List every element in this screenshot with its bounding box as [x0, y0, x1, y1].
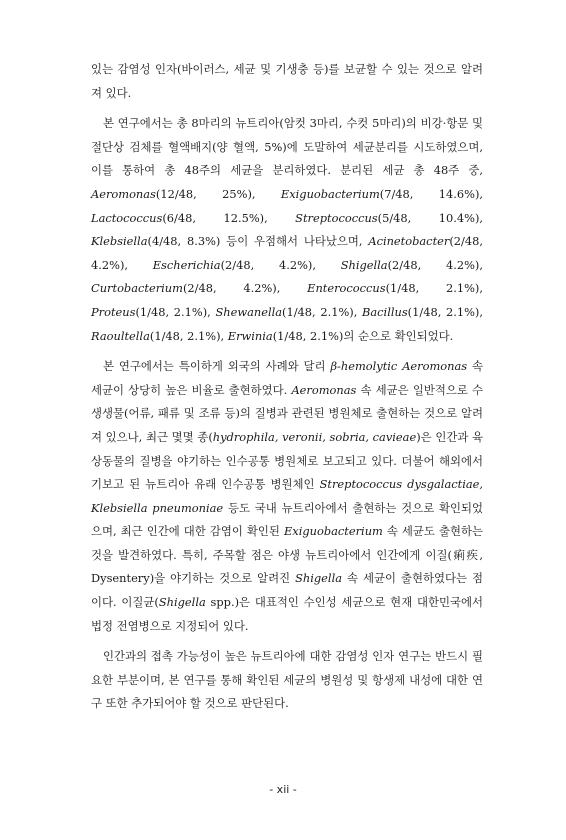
italic-term: Exiguobacterium — [283, 524, 383, 539]
text-run: spp.)은 대표적인 수인성 세균으로 현재 대한민국에서 법정 전염병으로 지정되어 있다. — [91, 595, 483, 633]
italic-term: Lactococcus — [91, 210, 163, 225]
text-run: 속 세균이 출현하였다는 점이다. 이질균( — [91, 571, 483, 610]
text-run: (1/48, 2.1%), — [282, 304, 363, 319]
text-run: 속 세균도 출현하는 것을 발견하였다. 특히, 주목할 점은 야생 뉴트리아에서 인간에게 이질(痢疾, Dysentery)을 야기하는 것으로 알려진 — [91, 524, 483, 586]
text-run: 속 세균은 일반적으로 수생생물(어류, 패류 및 조류 등)의 질병과 관련된 병원체로 출현하는 것으로 알려져 있으나, 최근 몇몇 종( — [91, 382, 483, 444]
paragraph-4 — [91, 645, 483, 716]
text-run: (1/48, 2.1%)의 순으로 확인되었다. — [272, 328, 454, 343]
italic-term: Acinetobacter — [368, 234, 450, 249]
italic-term: Aeromonas — [91, 186, 156, 201]
italic-term: Shigella — [295, 571, 343, 586]
italic-term: Exiguobacterium — [280, 186, 380, 201]
document-body — [91, 58, 483, 716]
italic-term: Streptococcus dysgalactiae, Klebsiella pneumoniae — [91, 477, 483, 515]
text-run: (2/48, 4.2%), — [182, 281, 308, 296]
paragraph-3 — [91, 355, 483, 638]
italic-term: Shigella — [158, 595, 206, 610]
italic-term: Proteus — [91, 304, 136, 319]
italic-term: Enterococcus — [307, 281, 386, 296]
italic-term: Curtobacterium — [91, 281, 183, 296]
text-run: (5/48, 10.4%), — [377, 210, 484, 225]
text-run: 등도 국내 뉴트리아에서 출현하는 것으로 확인되었으며, 최근 인간에 대한 감염이 확인된 — [91, 500, 483, 539]
text-run: (1/48, 2.1%), — [407, 304, 483, 319]
paragraph-1 — [91, 58, 483, 105]
italic-term: Streptococcus — [295, 210, 378, 225]
text-run: 인간과의 접촉 가능성이 높은 뉴트리아에 대한 감염성 인자 연구는 반드시 필요한 부분이며, 본 연구를 통해 확인된 세균의 병원성 및 항생제 내성에 대한 연구 또한 추가되어야 할 것으로 판단된다. — [91, 649, 483, 711]
text-run: (6/48, 12.5%), — [162, 210, 296, 225]
italic-term: Aeromonas — [291, 382, 357, 397]
text-run: (2/48, 4.2%), — [91, 234, 483, 272]
text-run: (1/48, 2.1%), — [135, 304, 216, 319]
text-run: (12/48, 25%), — [155, 186, 281, 201]
italic-term: Erwinia — [227, 328, 273, 343]
text-run: )은 인간과 육상동물의 질병을 야기하는 인수공통 병원체로 보고되고 있다. 더불어 해외에서 기보고 된 뉴트리아 유래 인수공통 병원체인 — [91, 429, 483, 492]
text-run: (4/48, 8.3%) 등이 우점해서 나타났으며, — [147, 234, 369, 249]
text-run: (1/48, 2.1%), — [385, 281, 483, 296]
italic-term: Bacillus — [362, 304, 408, 319]
italic-term: Shewanella — [215, 304, 283, 319]
italic-term: Shigella — [340, 257, 388, 272]
italic-term: Klebsiella — [91, 234, 148, 249]
text-run: 속 세균이 상당히 높은 비율로 출현하였다. — [91, 359, 484, 397]
text-run: 있는 감염성 인자(바이러스, 세균 및 기생충 등)를 보균할 수 있는 것으로 알려져 있다. — [91, 62, 483, 100]
italic-term: hydrophila, veronii, sobria, cavieae — [212, 429, 417, 444]
text-run: (1/48, 2.1%), — [149, 328, 228, 343]
italic-term: β-hemolytic Aeromonas — [330, 359, 468, 374]
text-run: (2/48, 4.2%), — [387, 257, 483, 272]
text-run: 본 연구에서는 특이하게 외국의 사례와 달리 — [103, 359, 331, 374]
italic-term: Escherichia — [152, 257, 221, 272]
text-run: (7/48, 14.6%), — [379, 186, 484, 201]
italic-term: Raoultella — [91, 328, 150, 343]
paragraph-2 — [91, 112, 483, 348]
page-number: - xii - — [269, 783, 297, 796]
text-run: (2/48, 4.2%), — [220, 257, 341, 272]
text-run: 본 연구에서는 총 8마리의 뉴트리아(암컷 3마리, 수컷 5마리)의 비강·항문 및 절단상 검체를 혈액배지(양 혈액, 5%)에 도말하여 세균분리를 시도하였으며, 이를 통하여 총 48주의 세균을 분리하였다. 분리된 세균 총 48주 중, — [91, 116, 483, 178]
